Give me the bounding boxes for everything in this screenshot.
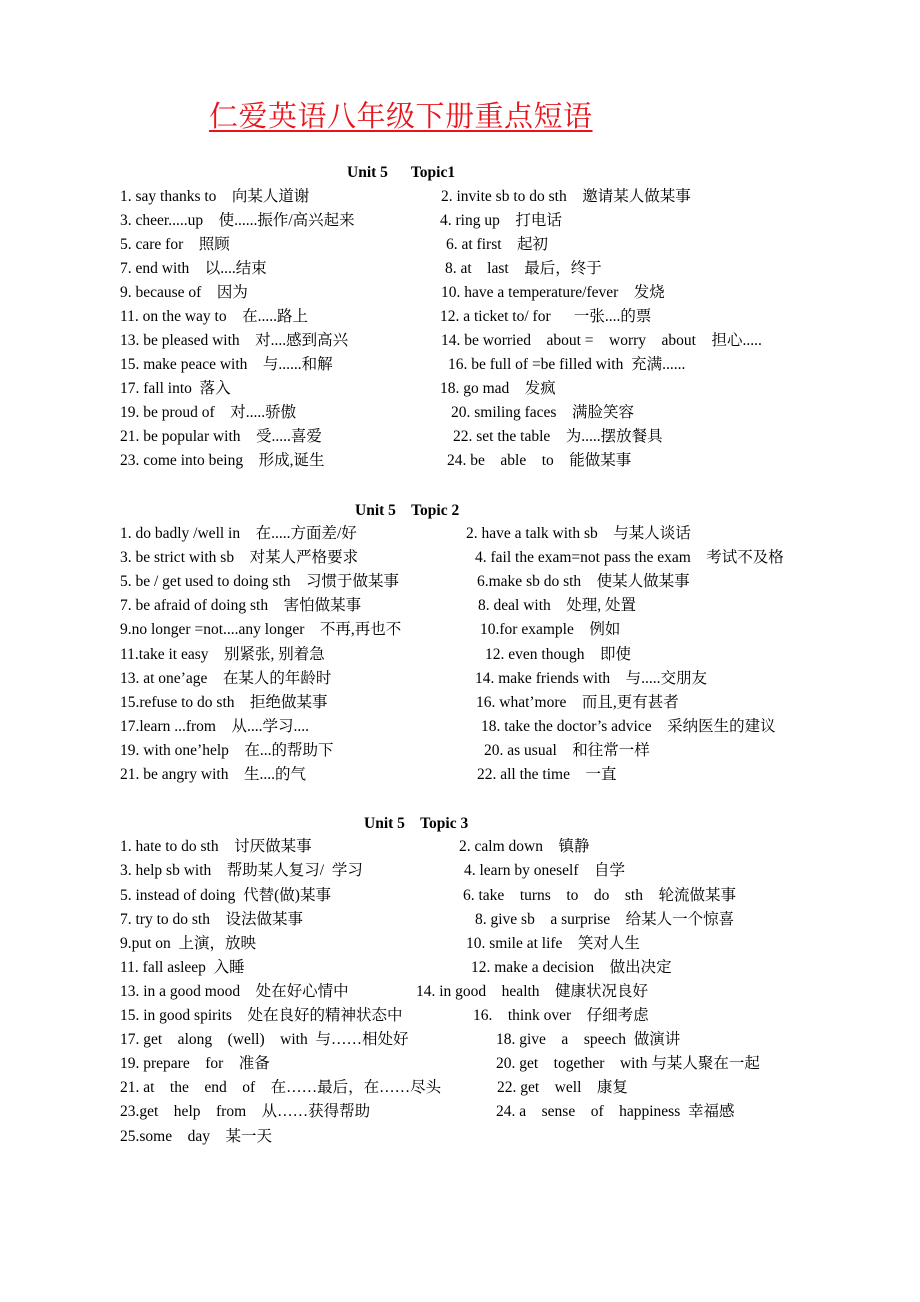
phrase-item: 14. make friends with 与.....交朋友 — [475, 670, 708, 687]
phrase-item: 17. fall into 落入 — [120, 380, 231, 397]
phrase-item: 7. try to do sth 设法做某事 — [120, 911, 303, 928]
phrase-item: 4. ring up 打电话 — [440, 212, 562, 229]
phrase-item: 25.some day 某一天 — [120, 1128, 272, 1145]
phrase-item: 19. be proud of 对.....骄傲 — [120, 404, 297, 421]
phrase-item: 8. deal with 处理, 处置 — [478, 597, 636, 614]
phrase-item: 4. learn by oneself 自学 — [464, 862, 625, 879]
phrase-item: 13. in a good mood 处在好心情中 — [120, 983, 349, 1000]
phrase-item: 21. be angry with 生....的气 — [120, 766, 306, 783]
phrase-item: 1. do badly /well in 在.....方面差/好 — [120, 525, 357, 542]
phrase-item: 13. at one’age 在某人的年龄时 — [120, 670, 332, 687]
phrase-item: 6.make sb do sth 使某人做某事 — [477, 573, 690, 590]
phrase-item: 15. in good spirits 处在良好的精神状态中 — [120, 1007, 403, 1024]
phrase-item: 10.for example 例如 — [480, 621, 621, 638]
phrase-item: 1. say thanks to 向某人道谢 — [120, 188, 310, 205]
phrase-item: 9.put on 上演，放映 — [120, 935, 257, 952]
phrase-item: 20. smiling faces 满脸笑容 — [451, 404, 634, 421]
phrase-item: 2. invite sb to do sth 邀请某人做某事 — [441, 188, 691, 205]
phrase-item: 6. at first 起初 — [446, 236, 549, 253]
phrase-item: 20. as usual 和往常一样 — [484, 742, 650, 759]
phrase-item: 11. on the way to 在.....路上 — [120, 308, 308, 325]
phrase-item: 3. be strict with sb 对某人严格要求 — [120, 549, 359, 566]
section-heading: Unit 5 Topic 2 — [355, 502, 460, 519]
phrase-item: 5. be / get used to doing sth 习惯于做某事 — [120, 573, 399, 590]
phrase-item: 14. be worried about = worry about 担心..... — [441, 332, 762, 349]
phrase-item: 10. smile at life 笑对人生 — [466, 935, 640, 952]
phrase-item: 14. in good health 健康状况良好 — [416, 983, 649, 1000]
phrase-item: 12. a ticket to/ for 一张....的票 — [440, 308, 652, 325]
phrase-item: 22. all the time 一直 — [477, 766, 617, 783]
phrase-item: 17.learn ...from 从....学习.... — [120, 718, 309, 735]
page-title: 仁爱英语八年级下册重点短语 — [209, 101, 593, 133]
phrase-item: 22. set the table 为.....摆放餐具 — [453, 428, 663, 445]
phrase-item: 13. be pleased with 对....感到高兴 — [120, 332, 349, 349]
phrase-item: 2. have a talk with sb 与某人谈话 — [466, 525, 691, 542]
phrase-item: 21. be popular with 受.....喜爱 — [120, 428, 322, 445]
phrase-item: 21. at the end of 在……最后，在……尽头 — [120, 1079, 442, 1096]
phrase-item: 16. what’more 而且,更有甚者 — [476, 694, 679, 711]
phrase-item: 16. think over 仔细考虑 — [473, 1007, 649, 1024]
phrase-item: 9.no longer =not....any longer 不再,再也不 — [120, 621, 402, 638]
phrase-item: 6. take turns to do sth 轮流做某事 — [463, 887, 736, 904]
phrase-item: 8. at last 最后，终于 — [445, 260, 602, 277]
phrase-item: 16. be full of =be filled with 充满...... — [448, 356, 686, 373]
phrase-item: 2. calm down 镇静 — [459, 838, 590, 855]
phrase-item: 8. give sb a surprise 给某人一个惊喜 — [475, 911, 735, 928]
phrase-item: 11.take it easy 别紧张, 别着急 — [120, 646, 325, 663]
phrase-item: 19. prepare for 准备 — [120, 1055, 270, 1072]
phrase-item: 18. give a speech 做演讲 — [496, 1031, 681, 1048]
phrase-item: 15.refuse to do sth 拒绝做某事 — [120, 694, 328, 711]
phrase-item: 20. get together with 与某人聚在一起 — [496, 1055, 760, 1072]
section-heading: Unit 5 Topic 3 — [364, 815, 469, 832]
phrase-item: 5. care for 照顾 — [120, 236, 230, 253]
phrase-item: 23. come into being 形成,诞生 — [120, 452, 325, 469]
phrase-item: 7. be afraid of doing sth 害怕做某事 — [120, 597, 362, 614]
phrase-item: 24. a sense of happiness 幸福感 — [496, 1103, 735, 1120]
phrase-item: 17. get along (well) with 与……相处好 — [120, 1031, 409, 1048]
phrase-item: 23.get help from 从……获得帮助 — [120, 1103, 371, 1120]
section-heading: Unit 5 Topic1 — [347, 164, 456, 181]
phrase-item: 19. with one’help 在...的帮助下 — [120, 742, 334, 759]
phrase-item: 5. instead of doing 代替(做)某事 — [120, 887, 331, 904]
phrase-item: 3. cheer.....up 使......振作/高兴起来 — [120, 212, 355, 229]
phrase-item: 18. go mad 发疯 — [440, 380, 556, 397]
phrase-item: 7. end with 以....结束 — [120, 260, 267, 277]
phrase-item: 12. even though 即使 — [485, 646, 631, 663]
phrase-item: 4. fail the exam=not pass the exam 考试不及格 — [475, 549, 784, 566]
phrase-item: 15. make peace with 与......和解 — [120, 356, 333, 373]
phrase-item: 10. have a temperature/fever 发烧 — [441, 284, 665, 301]
phrase-item: 11. fall asleep 入睡 — [120, 959, 245, 976]
phrase-item: 24. be able to 能做某事 — [447, 452, 632, 469]
phrase-item: 22. get well 康复 — [497, 1079, 628, 1096]
phrase-item: 9. because of 因为 — [120, 284, 248, 301]
phrase-item: 12. make a decision 做出决定 — [471, 959, 672, 976]
phrase-item: 18. take the doctor’s advice 采纳医生的建议 — [481, 718, 776, 735]
phrase-item: 3. help sb with 帮助某人复习/ 学习 — [120, 862, 363, 879]
phrase-item: 1. hate to do sth 讨厌做某事 — [120, 838, 312, 855]
